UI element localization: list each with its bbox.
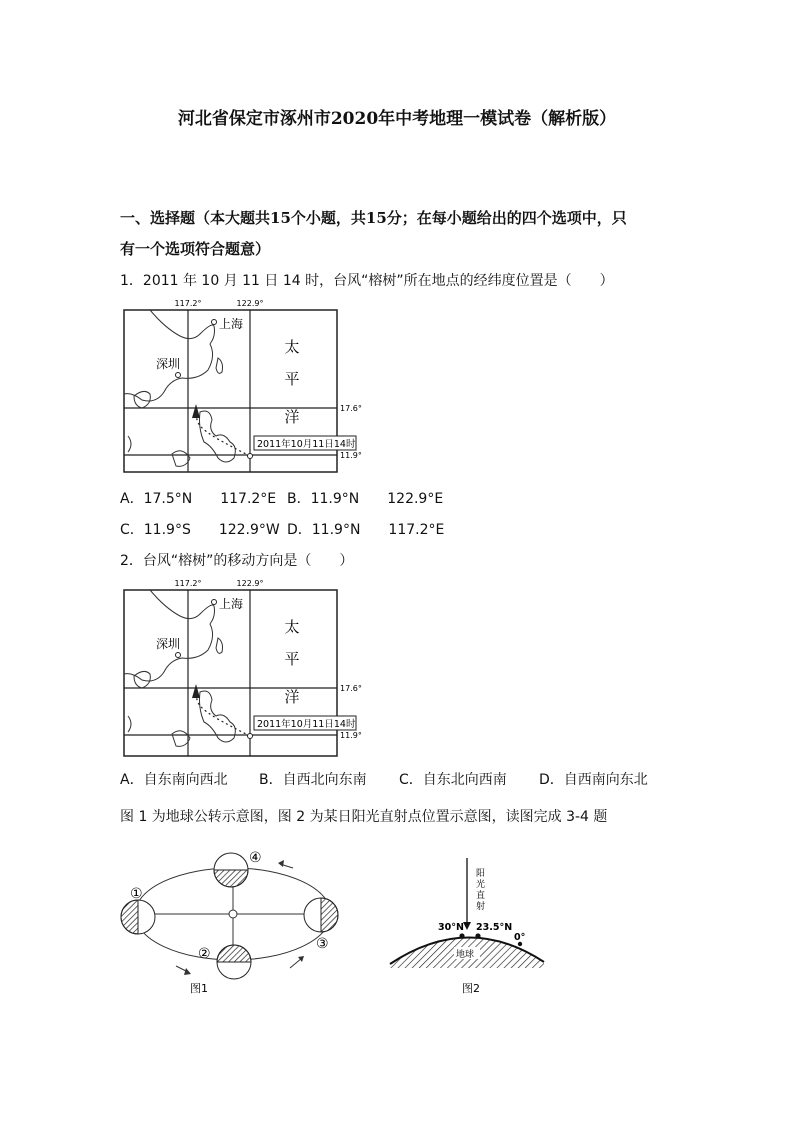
lat-0-label: 0° [514, 932, 526, 943]
question-3-4-intro: 图 1 为地球公转示意图，图 2 为某日阳光直射点位置示意图，读图完成 3-4 题 [120, 809, 608, 825]
lat-label-top: 17.6° [340, 684, 362, 693]
revolution-diagram [121, 853, 338, 979]
ocean-char-1: 太 [284, 618, 300, 636]
figure-1-revolution [118, 840, 358, 998]
q1-option-a: A．17.5°N 117.2°E [120, 491, 277, 507]
sunlight-char-2: 光 [476, 880, 486, 890]
lat-30n-label: 30°N [438, 922, 464, 933]
q1-option-d: D．11.9°N 117.2°E [287, 522, 445, 538]
ocean-char-2: 平 [284, 650, 300, 668]
lat-label-bottom: 11.9° [340, 731, 362, 740]
position-label-2: ② [198, 946, 211, 962]
q2-option-c: C．自东北向西南 [399, 772, 507, 788]
lat-label-bottom: 11.9° [340, 451, 362, 460]
earth-label: 地球 [456, 950, 475, 960]
sunlight-char-4: 射 [476, 902, 486, 912]
section-heading-line1: 一、选择题（本大题共15个小题，共15分；在每小题给出的四个选项中，只 [120, 209, 627, 227]
figure-2-caption: 图2 [462, 982, 480, 995]
ocean-char-3: 洋 [284, 408, 300, 426]
lon-label-right: 122.9° [236, 579, 264, 588]
question-1-stem: 1．2011 年 10 月 11 日 14 时，台风“榕树”所在地点的经纬度位置是（ ） [120, 273, 614, 289]
sunlight-char-1: 阳 [476, 869, 486, 879]
position-label-4: ④ [249, 850, 262, 866]
q2-option-a: A．自东南向西北 [120, 772, 228, 788]
figure-1-caption: 图1 [190, 982, 208, 995]
city-shenzhen: 深圳 [156, 637, 181, 651]
q2-option-b: B．自西北向东南 [259, 772, 367, 788]
lon-label-left: 117.2° [174, 579, 202, 588]
map-graphic [124, 590, 337, 756]
position-label-1: ① [130, 886, 143, 902]
q2-option-d: D．自西南向东北 [539, 772, 648, 788]
ocean-char-2: 平 [284, 370, 300, 388]
position-label-3: ③ [316, 936, 329, 952]
city-shanghai: 上海 [219, 597, 244, 611]
q1-option-c: C．11.9°S 122.9°W [120, 522, 280, 538]
figure-2-direct-sunlight [384, 840, 550, 998]
date-label: 2011年10月11日14时 [257, 439, 356, 450]
ocean-char-1: 太 [284, 338, 300, 356]
q1-option-b: B．11.9°N 122.9°E [287, 491, 444, 507]
ocean-char-3: 洋 [284, 688, 300, 706]
lat-label-top: 17.6° [340, 404, 362, 413]
city-shanghai: 上海 [219, 317, 244, 331]
section-heading-line2: 有一个选项符合题意） [120, 240, 271, 258]
sunlight-char-3: 直 [476, 891, 486, 901]
lon-label-left: 117.2° [174, 299, 202, 308]
lon-label-right: 122.9° [236, 299, 264, 308]
page-title: 河北省保定市涿州市2020年中考地理一模试卷（解析版） [177, 109, 617, 129]
city-shenzhen: 深圳 [156, 357, 181, 371]
typhoon-map-2 [120, 576, 370, 760]
date-label: 2011年10月11日14时 [257, 719, 356, 730]
lat-23-5n-label: 23.5°N [476, 922, 513, 933]
question-2-stem: 2．台风“榕树”的移动方向是（ ） [120, 553, 354, 569]
typhoon-map-1 [120, 296, 370, 476]
